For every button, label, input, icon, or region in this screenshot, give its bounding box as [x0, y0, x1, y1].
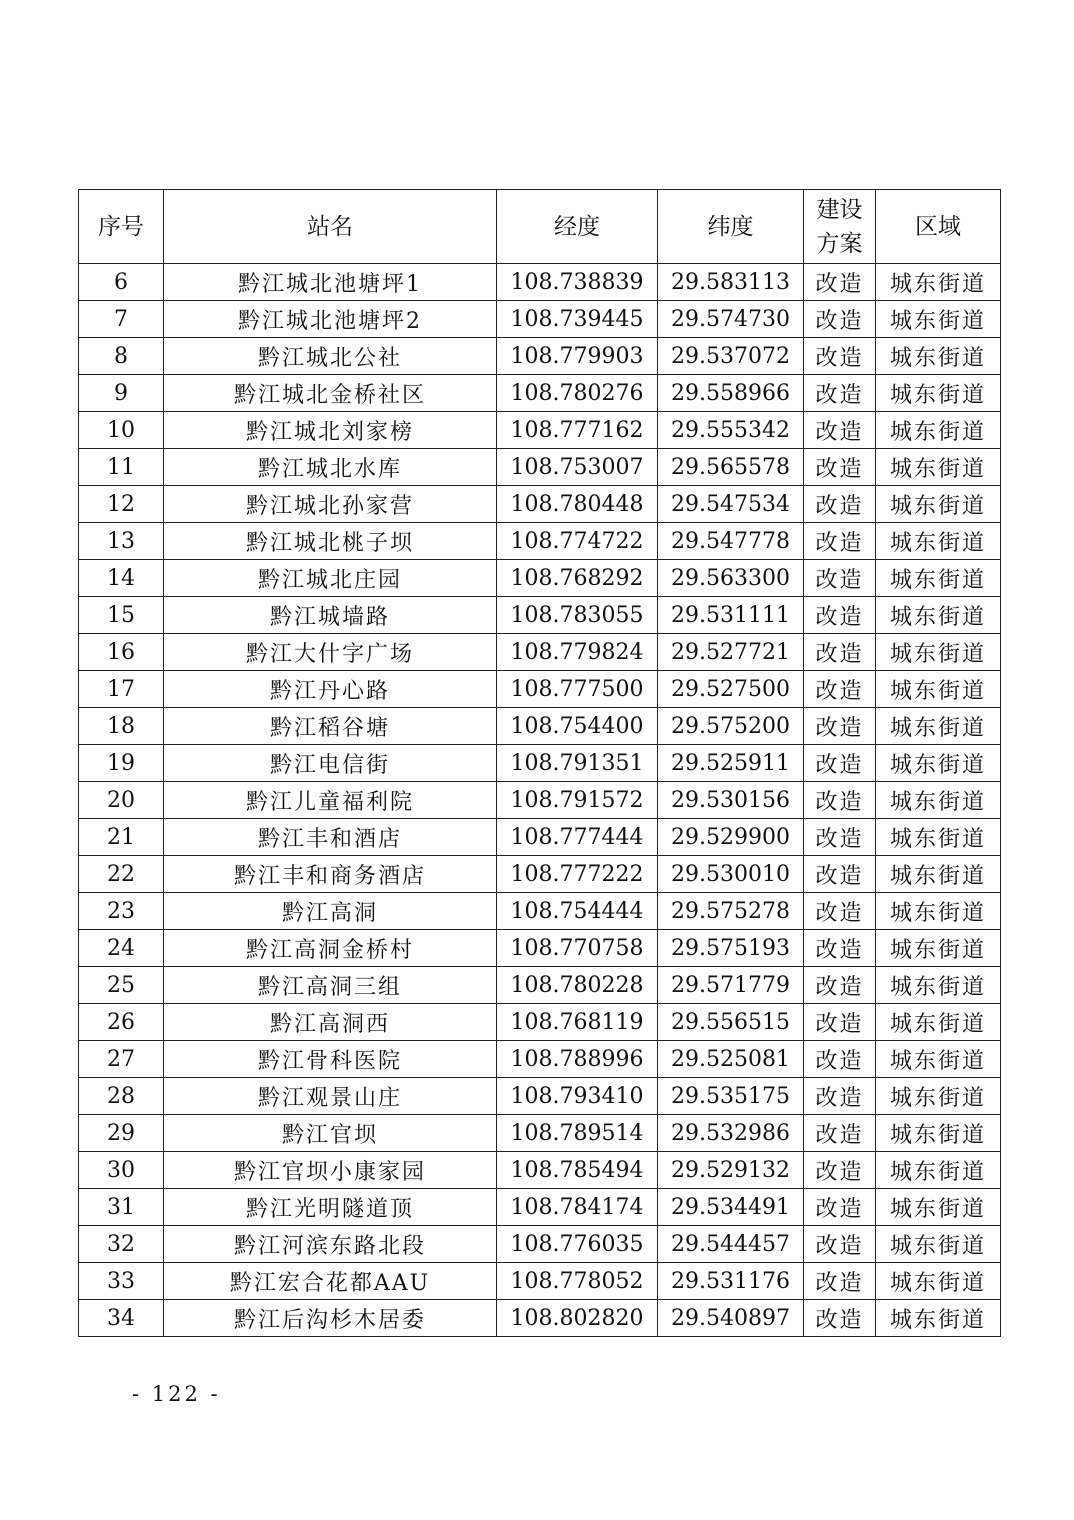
- table-row: [79, 967, 1001, 1004]
- table-row: [79, 449, 1001, 486]
- cell-region: 城东街道: [876, 893, 1001, 930]
- cell-station-name: 黔江城北金桥社区: [164, 375, 497, 412]
- cell-station-name: 黔江后沟杉木居委: [164, 1300, 497, 1337]
- cell-station-name: 黔江城墙路: [164, 597, 497, 634]
- cell-longitude: 108.802820: [497, 1300, 658, 1337]
- table-row: [79, 893, 1001, 930]
- cell-region: 城东街道: [876, 782, 1001, 819]
- cell-region: 城东街道: [876, 375, 1001, 412]
- cell-index: 29: [79, 1115, 164, 1152]
- cell-index: 14: [79, 560, 164, 597]
- cell-longitude: 108.738839: [497, 264, 658, 301]
- cell-latitude: 29.527500: [658, 671, 804, 708]
- cell-plan: 改造: [804, 930, 876, 967]
- cell-longitude: 108.774722: [497, 523, 658, 560]
- cell-longitude: 108.788996: [497, 1041, 658, 1078]
- cell-region: 城东街道: [876, 930, 1001, 967]
- cell-region: 城东街道: [876, 1115, 1001, 1152]
- cell-index: 10: [79, 412, 164, 449]
- cell-index: 23: [79, 893, 164, 930]
- table-row: [79, 375, 1001, 412]
- cell-longitude: 108.780448: [497, 486, 658, 523]
- cell-index: 24: [79, 930, 164, 967]
- table-row: [79, 338, 1001, 375]
- cell-station-name: 黔江观景山庄: [164, 1078, 497, 1115]
- cell-latitude: 29.547534: [658, 486, 804, 523]
- cell-region: 城东街道: [876, 486, 1001, 523]
- cell-plan: 改造: [804, 560, 876, 597]
- cell-latitude: 29.532986: [658, 1115, 804, 1152]
- table-row: [79, 1226, 1001, 1263]
- table-row: [79, 264, 1001, 301]
- cell-longitude: 108.789514: [497, 1115, 658, 1152]
- table-row: [79, 301, 1001, 338]
- cell-plan: 改造: [804, 967, 876, 1004]
- table-row: [79, 597, 1001, 634]
- cell-plan: 改造: [804, 412, 876, 449]
- cell-longitude: 108.778052: [497, 1263, 658, 1300]
- cell-longitude: 108.779903: [497, 338, 658, 375]
- cell-plan: 改造: [804, 1004, 876, 1041]
- cell-index: 15: [79, 597, 164, 634]
- cell-region: 城东街道: [876, 338, 1001, 375]
- cell-latitude: 29.531176: [658, 1263, 804, 1300]
- cell-longitude: 108.753007: [497, 449, 658, 486]
- table-row: [79, 930, 1001, 967]
- cell-region: 城东街道: [876, 1263, 1001, 1300]
- cell-latitude: 29.525911: [658, 745, 804, 782]
- cell-latitude: 29.575193: [658, 930, 804, 967]
- cell-latitude: 29.575200: [658, 708, 804, 745]
- cell-index: 32: [79, 1226, 164, 1263]
- cell-index: 21: [79, 819, 164, 856]
- cell-plan: 改造: [804, 301, 876, 338]
- table-row: [79, 1004, 1001, 1041]
- cell-index: 27: [79, 1041, 164, 1078]
- cell-index: 11: [79, 449, 164, 486]
- cell-region: 城东街道: [876, 1226, 1001, 1263]
- cell-region: 城东街道: [876, 1189, 1001, 1226]
- cell-latitude: 29.575278: [658, 893, 804, 930]
- cell-plan: 改造: [804, 486, 876, 523]
- cell-latitude: 29.571779: [658, 967, 804, 1004]
- header-latitude: 纬度: [658, 190, 804, 264]
- header-plan: [804, 190, 876, 264]
- station-table-container: [78, 189, 1000, 1337]
- cell-region: 城东街道: [876, 745, 1001, 782]
- cell-latitude: 29.530156: [658, 782, 804, 819]
- table-body: [79, 264, 1001, 1337]
- cell-region: 城东街道: [876, 449, 1001, 486]
- cell-longitude: 108.776035: [497, 1226, 658, 1263]
- cell-station-name: 黔江丰和酒店: [164, 819, 497, 856]
- cell-longitude: 108.785494: [497, 1152, 658, 1189]
- cell-longitude: 108.780276: [497, 375, 658, 412]
- cell-station-name: 黔江河滨东路北段: [164, 1226, 497, 1263]
- cell-index: 26: [79, 1004, 164, 1041]
- cell-station-name: 黔江大什字广场: [164, 634, 497, 671]
- cell-region: 城东街道: [876, 819, 1001, 856]
- cell-plan: 改造: [804, 1078, 876, 1115]
- cell-index: 30: [79, 1152, 164, 1189]
- cell-latitude: 29.583113: [658, 264, 804, 301]
- cell-longitude: 108.777500: [497, 671, 658, 708]
- cell-plan: 改造: [804, 1226, 876, 1263]
- cell-plan: 改造: [804, 856, 876, 893]
- cell-station-name: 黔江高洞: [164, 893, 497, 930]
- cell-plan: 改造: [804, 893, 876, 930]
- table-header-row: [79, 190, 1001, 264]
- cell-station-name: 黔江城北刘家榜: [164, 412, 497, 449]
- cell-station-name: 黔江城北水库: [164, 449, 497, 486]
- cell-index: 22: [79, 856, 164, 893]
- table-row: [79, 819, 1001, 856]
- table-row: [79, 1300, 1001, 1337]
- cell-station-name: 黔江城北池塘坪1: [164, 264, 497, 301]
- cell-plan: 改造: [804, 671, 876, 708]
- cell-latitude: 29.547778: [658, 523, 804, 560]
- table-row: [79, 671, 1001, 708]
- page-number: - 122 -: [132, 1382, 221, 1406]
- cell-station-name: 黔江城北孙家营: [164, 486, 497, 523]
- cell-latitude: 29.530010: [658, 856, 804, 893]
- cell-latitude: 29.563300: [658, 560, 804, 597]
- table-row: [79, 856, 1001, 893]
- header-longitude: 经度: [497, 190, 658, 264]
- cell-index: 25: [79, 967, 164, 1004]
- cell-latitude: 29.525081: [658, 1041, 804, 1078]
- cell-region: 城东街道: [876, 560, 1001, 597]
- table-row: [79, 486, 1001, 523]
- header-region: 区域: [876, 190, 1001, 264]
- cell-region: 城东街道: [876, 523, 1001, 560]
- cell-latitude: 29.534491: [658, 1189, 804, 1226]
- table-row: [79, 1189, 1001, 1226]
- cell-station-name: 黔江儿童福利院: [164, 782, 497, 819]
- table-row: [79, 1152, 1001, 1189]
- cell-longitude: 108.779824: [497, 634, 658, 671]
- cell-region: 城东街道: [876, 708, 1001, 745]
- cell-station-name: 黔江高洞三组: [164, 967, 497, 1004]
- cell-longitude: 108.777162: [497, 412, 658, 449]
- cell-index: 9: [79, 375, 164, 412]
- cell-longitude: 108.754400: [497, 708, 658, 745]
- cell-latitude: 29.540897: [658, 1300, 804, 1337]
- table-row: [79, 634, 1001, 671]
- cell-longitude: 108.791572: [497, 782, 658, 819]
- cell-plan: 改造: [804, 1152, 876, 1189]
- cell-station-name: 黔江高洞西: [164, 1004, 497, 1041]
- table-row: [79, 708, 1001, 745]
- cell-station-name: 黔江城北庄园: [164, 560, 497, 597]
- cell-region: 城东街道: [876, 597, 1001, 634]
- cell-station-name: 黔江电信街: [164, 745, 497, 782]
- cell-station-name: 黔江官坝小康家园: [164, 1152, 497, 1189]
- cell-longitude: 108.754444: [497, 893, 658, 930]
- cell-station-name: 黔江光明隧道顶: [164, 1189, 497, 1226]
- cell-index: 20: [79, 782, 164, 819]
- cell-plan: 改造: [804, 1115, 876, 1152]
- cell-latitude: 29.531111: [658, 597, 804, 634]
- cell-longitude: 108.791351: [497, 745, 658, 782]
- cell-latitude: 29.527721: [658, 634, 804, 671]
- cell-plan: 改造: [804, 745, 876, 782]
- station-table: [78, 189, 1001, 1337]
- cell-plan: 改造: [804, 708, 876, 745]
- cell-index: 28: [79, 1078, 164, 1115]
- cell-station-name: 黔江城北桃子坝: [164, 523, 497, 560]
- cell-region: 城东街道: [876, 1004, 1001, 1041]
- cell-longitude: 108.768119: [497, 1004, 658, 1041]
- cell-region: 城东街道: [876, 1078, 1001, 1115]
- cell-longitude: 108.780228: [497, 967, 658, 1004]
- cell-longitude: 108.793410: [497, 1078, 658, 1115]
- cell-plan: 改造: [804, 1263, 876, 1300]
- cell-longitude: 108.777444: [497, 819, 658, 856]
- cell-latitude: 29.556515: [658, 1004, 804, 1041]
- cell-plan: 改造: [804, 1041, 876, 1078]
- table-row: [79, 412, 1001, 449]
- cell-region: 城东街道: [876, 634, 1001, 671]
- cell-plan: 改造: [804, 1300, 876, 1337]
- cell-longitude: 108.777222: [497, 856, 658, 893]
- cell-index: 7: [79, 301, 164, 338]
- table-row: [79, 1263, 1001, 1300]
- cell-region: 城东街道: [876, 264, 1001, 301]
- cell-station-name: 黔江丰和商务酒店: [164, 856, 497, 893]
- cell-index: 33: [79, 1263, 164, 1300]
- cell-latitude: 29.555342: [658, 412, 804, 449]
- header-plan-line2: 方案: [816, 230, 863, 257]
- cell-region: 城东街道: [876, 1041, 1001, 1078]
- cell-latitude: 29.529900: [658, 819, 804, 856]
- cell-index: 8: [79, 338, 164, 375]
- cell-index: 6: [79, 264, 164, 301]
- cell-region: 城东街道: [876, 856, 1001, 893]
- table-row: [79, 560, 1001, 597]
- cell-longitude: 108.770758: [497, 930, 658, 967]
- cell-index: 16: [79, 634, 164, 671]
- table-row: [79, 523, 1001, 560]
- cell-station-name: 黔江城北公社: [164, 338, 497, 375]
- cell-region: 城东街道: [876, 967, 1001, 1004]
- cell-plan: 改造: [804, 1189, 876, 1226]
- cell-latitude: 29.535175: [658, 1078, 804, 1115]
- cell-latitude: 29.565578: [658, 449, 804, 486]
- header-index: 序号: [79, 190, 164, 264]
- cell-longitude: 108.783055: [497, 597, 658, 634]
- cell-plan: 改造: [804, 523, 876, 560]
- cell-plan: 改造: [804, 634, 876, 671]
- cell-index: 19: [79, 745, 164, 782]
- cell-region: 城东街道: [876, 671, 1001, 708]
- cell-latitude: 29.529132: [658, 1152, 804, 1189]
- cell-index: 17: [79, 671, 164, 708]
- cell-index: 31: [79, 1189, 164, 1226]
- header-plan-line1: 建设: [816, 196, 863, 223]
- cell-plan: 改造: [804, 449, 876, 486]
- cell-latitude: 29.574730: [658, 301, 804, 338]
- table-row: [79, 745, 1001, 782]
- cell-station-name: 黔江丹心路: [164, 671, 497, 708]
- cell-plan: 改造: [804, 264, 876, 301]
- cell-plan: 改造: [804, 819, 876, 856]
- cell-plan: 改造: [804, 782, 876, 819]
- cell-longitude: 108.739445: [497, 301, 658, 338]
- cell-latitude: 29.537072: [658, 338, 804, 375]
- cell-station-name: 黔江宏合花都AAU: [164, 1263, 497, 1300]
- cell-plan: 改造: [804, 338, 876, 375]
- cell-index: 13: [79, 523, 164, 560]
- table-row: [79, 1078, 1001, 1115]
- cell-plan: 改造: [804, 375, 876, 412]
- cell-station-name: 黔江稻谷塘: [164, 708, 497, 745]
- cell-longitude: 108.784174: [497, 1189, 658, 1226]
- cell-station-name: 黔江城北池塘坪2: [164, 301, 497, 338]
- cell-region: 城东街道: [876, 1152, 1001, 1189]
- cell-region: 城东街道: [876, 1300, 1001, 1337]
- cell-longitude: 108.768292: [497, 560, 658, 597]
- cell-latitude: 29.558966: [658, 375, 804, 412]
- table-row: [79, 1041, 1001, 1078]
- header-name: 站名: [164, 190, 497, 264]
- table-row: [79, 782, 1001, 819]
- cell-index: 18: [79, 708, 164, 745]
- cell-region: 城东街道: [876, 412, 1001, 449]
- table-row: [79, 1115, 1001, 1152]
- cell-index: 12: [79, 486, 164, 523]
- cell-station-name: 黔江官坝: [164, 1115, 497, 1152]
- cell-region: 城东街道: [876, 301, 1001, 338]
- cell-index: 34: [79, 1300, 164, 1337]
- cell-latitude: 29.544457: [658, 1226, 804, 1263]
- cell-station-name: 黔江高洞金桥村: [164, 930, 497, 967]
- cell-station-name: 黔江骨科医院: [164, 1041, 497, 1078]
- cell-plan: 改造: [804, 597, 876, 634]
